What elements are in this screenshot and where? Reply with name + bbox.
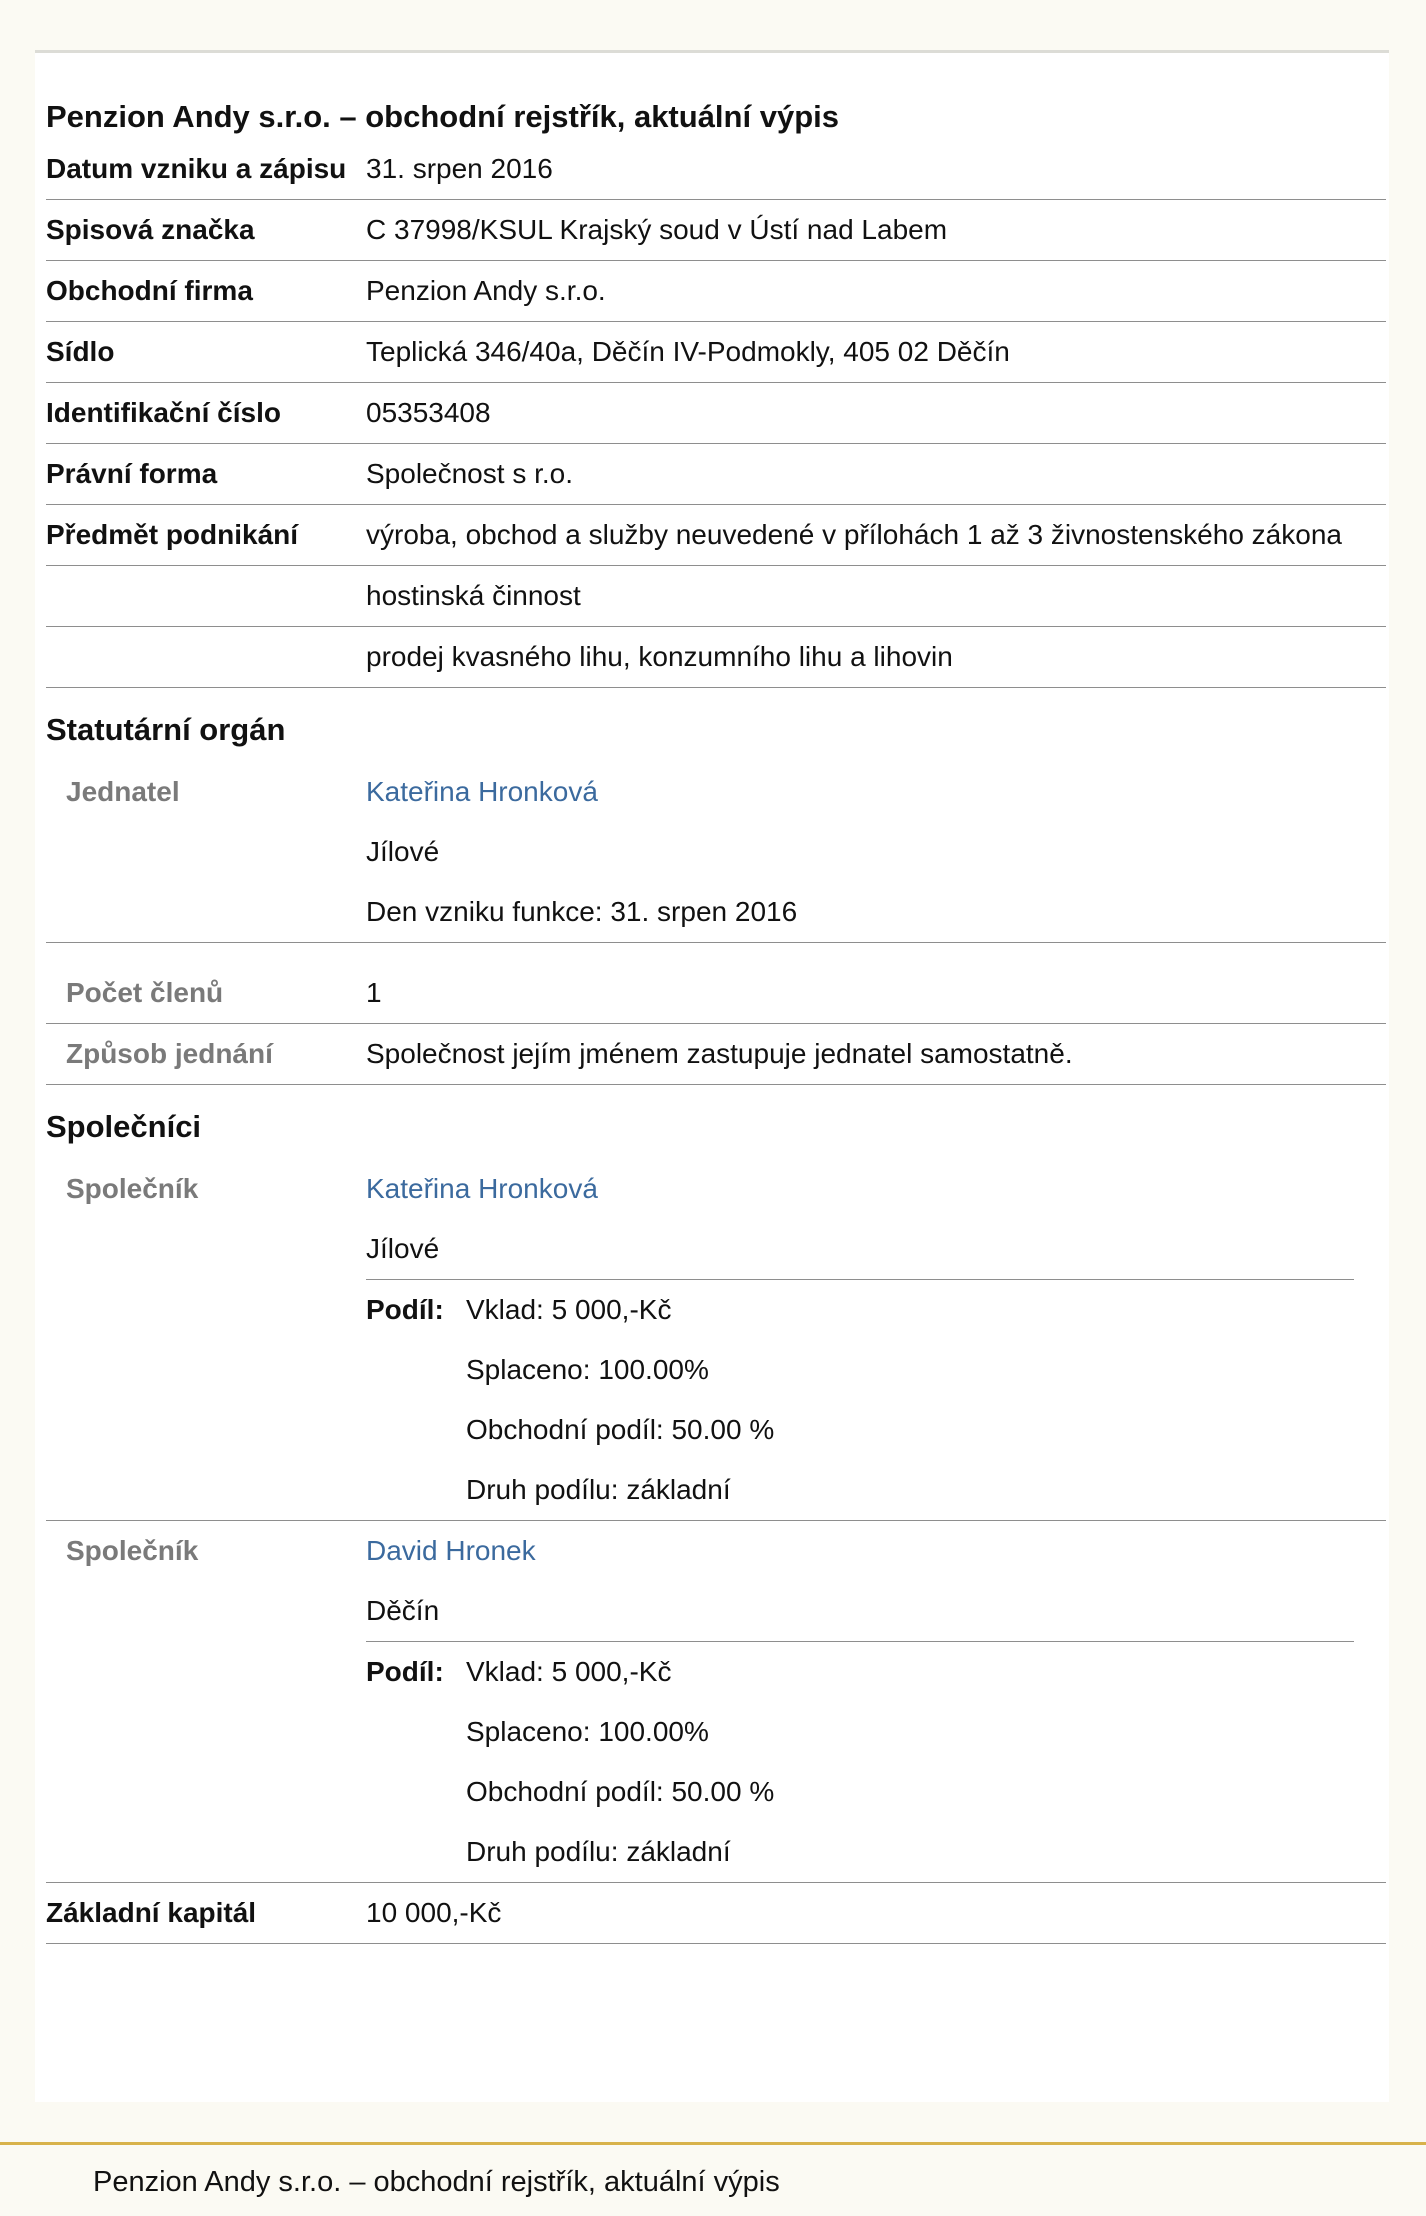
share-splaceno: Splaceno: 100.00% (466, 1716, 709, 1747)
value-zakladni-kapital: 10 000,-Kč (366, 1897, 502, 1928)
register-extract-content (46, 97, 1386, 1944)
label-identifikacni-cislo: Identifikační číslo (46, 397, 281, 428)
jednatel-name-link[interactable]: Kateřina Hronková (366, 776, 598, 807)
label-obchodni-firma: Obchodní firma (46, 275, 253, 306)
jednatel-since: Den vzniku funkce: 31. srpen 2016 (366, 896, 798, 927)
share-block (366, 1280, 1386, 1520)
register-extract-card (35, 50, 1389, 2102)
label-spisova-znacka: Spisová značka (46, 214, 255, 245)
section-statutarni-organ: Statutární orgán (46, 712, 286, 747)
label-jednatel: Jednatel (66, 776, 180, 807)
share-druh-podilu: Druh podílu: základní (466, 1474, 731, 1505)
share-vklad: Vklad: 5 000,-Kč (466, 1656, 672, 1687)
label-empty (46, 627, 366, 687)
value-obchodni-firma: Penzion Andy s.r.o. (366, 275, 606, 306)
value-spolecnik-1 (366, 1159, 1386, 1520)
share-label: Podíl: (366, 1294, 444, 1325)
value-spolecnik-2 (366, 1521, 1386, 1882)
row-datum-vzniku (46, 139, 1386, 200)
row-sidlo (46, 322, 1386, 383)
value-pravni-forma: Společnost s r.o. (366, 458, 574, 489)
share-values (466, 1280, 1386, 1520)
share-values (466, 1642, 1386, 1882)
value-sidlo: Teplická 346/40a, Děčín IV-Podmokly, 405 02 Děčín (366, 336, 1010, 367)
value-zpusob-jednani: Společnost jejím jménem zastupuje jednatel samostatně. (366, 1038, 1073, 1069)
share-splaceno: Splaceno: 100.00% (466, 1354, 709, 1385)
value-predmet-podnikani-1: výroba, obchod a služby neuvedené v přílohách 1 až 3 živnostenského zákona (366, 519, 1342, 550)
page-title: Penzion Andy s.r.o. – obchodní rejstřík, aktuální výpis (46, 99, 839, 134)
label-sidlo: Sídlo (46, 336, 115, 367)
label-pocet-clenu: Počet členů (66, 977, 224, 1008)
value-datum-vzniku: 31. srpen 2016 (366, 153, 553, 184)
label-zakladni-kapital: Základní kapitál (46, 1897, 257, 1928)
label-spolecnik: Společník (66, 1173, 199, 1204)
value-jednatel (366, 762, 1386, 942)
row-identifikacni-cislo (46, 383, 1386, 444)
footer-title: Penzion Andy s.r.o. – obchodní rejstřík, aktuální výpis (93, 2166, 780, 2198)
share-label: Podíl: (366, 1656, 444, 1687)
row-spisova-znacka (46, 200, 1386, 261)
spolecnik-place: Děčín (366, 1595, 440, 1626)
row-pravni-forma (46, 444, 1386, 505)
row-zakladni-kapital (46, 1883, 1386, 1944)
share-druh-podilu: Druh podílu: základní (466, 1836, 731, 1867)
label-datum-vzniku: Datum vzniku a zápisu (46, 153, 347, 184)
value-identifikacni-cislo: 05353408 (366, 397, 491, 428)
row-pocet-clenu (46, 943, 1386, 1024)
share-vklad: Vklad: 5 000,-Kč (466, 1294, 672, 1325)
row-spolecnik-2 (46, 1521, 1386, 1883)
row-obchodni-firma (46, 261, 1386, 322)
label-zpusob-jednani: Způsob jednání (66, 1038, 273, 1069)
share-obchodni-podil: Obchodní podíl: 50.00 % (466, 1414, 775, 1445)
jednatel-place: Jílové (366, 836, 440, 867)
row-jednatel (46, 762, 1386, 943)
row-predmet-podnikani-3 (46, 627, 1386, 688)
spolecnik-place: Jílové (366, 1233, 440, 1264)
label-pravni-forma: Právní forma (46, 458, 218, 489)
row-predmet-podnikani (46, 505, 1386, 566)
row-zpusob-jednani (46, 1024, 1386, 1085)
value-spisova-znacka: C 37998/KSUL Krajský soud v Ústí nad Labem (366, 214, 948, 245)
label-predmet-podnikani: Předmět podnikání (46, 519, 299, 550)
row-predmet-podnikani-2 (46, 566, 1386, 627)
spolecnik-name-link[interactable]: Kateřina Hronková (366, 1173, 598, 1204)
value-predmet-podnikani-3: prodej kvasného lihu, konzumního lihu a lihovin (366, 641, 953, 672)
share-block (366, 1642, 1386, 1882)
share-obchodni-podil: Obchodní podíl: 50.00 % (466, 1776, 775, 1807)
value-predmet-podnikani-2: hostinská činnost (366, 580, 581, 611)
value-pocet-clenu: 1 (366, 977, 382, 1008)
row-spolecnik-1 (46, 1159, 1386, 1521)
label-empty (46, 566, 366, 626)
footer-divider (0, 2142, 1426, 2145)
section-spolecnici: Společníci (46, 1109, 202, 1144)
label-spolecnik: Společník (66, 1535, 199, 1566)
spolecnik-name-link[interactable]: David Hronek (366, 1535, 536, 1566)
